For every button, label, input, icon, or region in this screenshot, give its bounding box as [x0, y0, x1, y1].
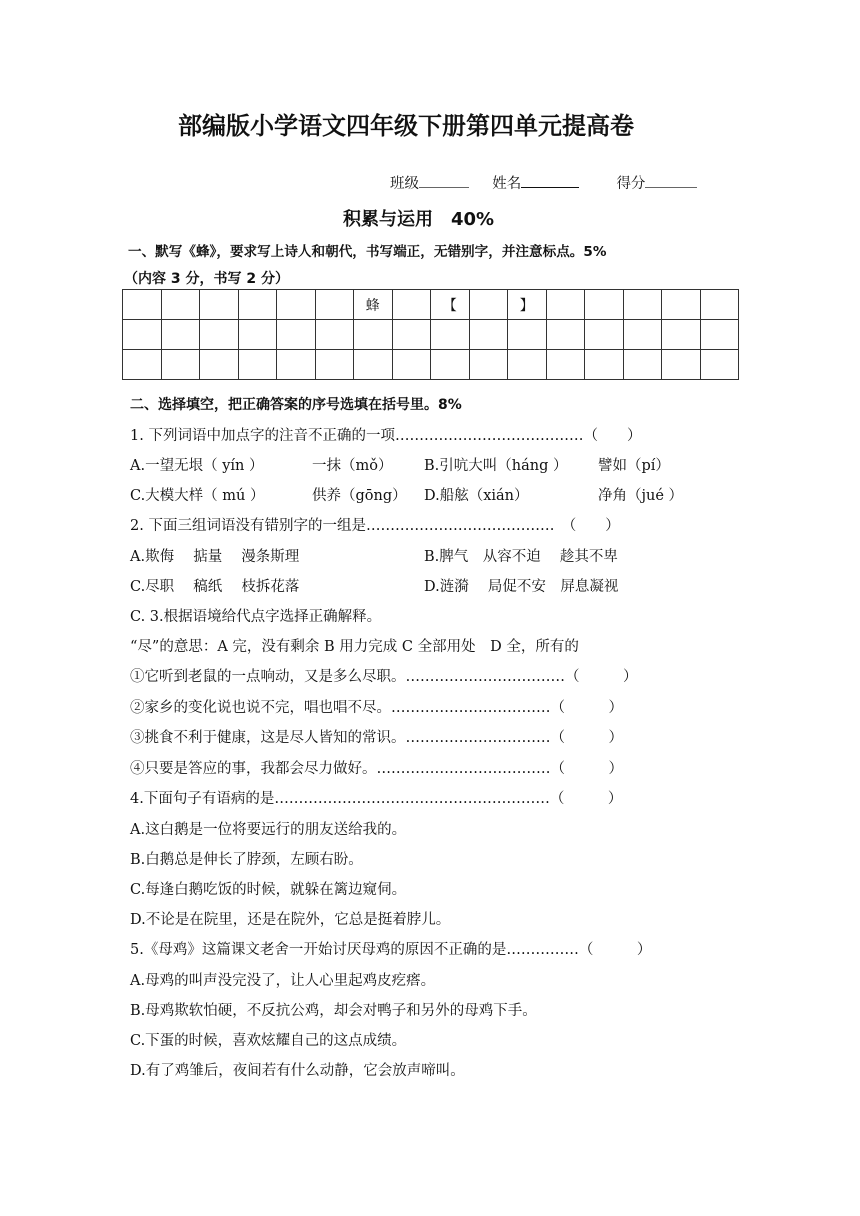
- grid-cell[interactable]: [277, 350, 316, 380]
- grid-row: [123, 350, 739, 380]
- grid-cell[interactable]: [238, 290, 277, 320]
- q2-2-stem: 2. 下面三组词语没有错别字的一组是………………………………… （ ）: [130, 518, 620, 534]
- class-label: 班级: [390, 176, 419, 192]
- grid-cell[interactable]: [161, 350, 200, 380]
- name-label: 姓名: [492, 176, 522, 192]
- q2-heading: 二、选择填空，把正确答案的序号选填在括号里。8%: [130, 397, 462, 413]
- grid-cell[interactable]: [161, 290, 200, 320]
- grid-cell[interactable]: [392, 320, 431, 350]
- q2-1-option-d1: D.船舷（xián）: [424, 488, 529, 504]
- q2-4-stem: 4.下面句子有语病的是…………………………………………………（ ）: [130, 791, 623, 807]
- q2-3-sentence-2: ②家乡的变化说也说不完，唱也唱不尽。……………………………（ ）: [130, 700, 623, 716]
- class-field[interactable]: [419, 173, 469, 188]
- grid-row: [123, 320, 739, 350]
- q2-5-stem: 5.《母鸡》这篇课文老舍一开始讨厌母鸡的原因不正确的是……………（ ）: [130, 942, 652, 958]
- q2-5-option-c: C.下蛋的时候，喜欢炫耀自己的这点成绩。: [130, 1033, 407, 1049]
- q2-4-option-c: C.每逢白鹅吃饭的时候，就躲在篱边窥伺。: [130, 882, 407, 898]
- student-info: [390, 172, 697, 193]
- grid-cell[interactable]: [623, 350, 662, 380]
- grid-cell[interactable]: [315, 290, 354, 320]
- q2-3-sentence-4: ④只要是答应的事，我都会尽力做好。………………………………（ ）: [130, 761, 623, 777]
- q2-1-option-c1: C.大模大样（ mú ）: [130, 488, 265, 504]
- grid-cell[interactable]: [508, 320, 547, 350]
- grid-cell[interactable]: [546, 290, 585, 320]
- q2-2-option-d: D.涟漪 局促不安 屏息凝视: [424, 579, 619, 595]
- grid-cell[interactable]: [546, 350, 585, 380]
- grid-cell[interactable]: [662, 350, 701, 380]
- grid-cell[interactable]: [392, 350, 431, 380]
- grid-cell[interactable]: [700, 320, 739, 350]
- grid-cell[interactable]: [354, 350, 393, 380]
- q2-5-option-d: D.有了鸡雏后，夜间若有什么动静，它会放声啼叫。: [130, 1063, 465, 1079]
- grid-cell[interactable]: [392, 290, 431, 320]
- score-field[interactable]: [645, 173, 697, 188]
- grid-cell[interactable]: [585, 290, 624, 320]
- grid-cell[interactable]: [585, 320, 624, 350]
- q2-5-option-b: B.母鸡欺软怕硬，不反抗公鸡，却会对鸭子和另外的母鸡下手。: [130, 1003, 537, 1019]
- grid-cell[interactable]: [623, 320, 662, 350]
- q2-1-stem: 1. 下列词语中加点字的注音不正确的一项…………………………………（ ）: [130, 428, 642, 444]
- grid-cell[interactable]: [123, 320, 162, 350]
- q2-2-option-c: C.尽职 稿纸 枝拆花落: [130, 579, 300, 595]
- grid-cell[interactable]: [200, 290, 239, 320]
- score-label: 得分: [616, 176, 646, 192]
- grid-cell[interactable]: [238, 320, 277, 350]
- grid-cell[interactable]: [469, 320, 508, 350]
- grid-cell-bracket-close: 】: [508, 290, 547, 320]
- grid-cell[interactable]: [469, 290, 508, 320]
- section-heading: 积累与运用 40%: [343, 209, 495, 230]
- grid-cell[interactable]: [200, 320, 239, 350]
- grid-row: [123, 290, 739, 320]
- q2-1-option-a2: 一抹（mǒ）: [312, 458, 393, 474]
- q2-4-option-a: A.这白鹅是一位将要远行的朋友送给我的。: [130, 822, 407, 838]
- q2-1-option-b1: B.引吭大叫（háng ）: [424, 458, 568, 474]
- grid-cell[interactable]: [123, 290, 162, 320]
- q2-5-option-a: A.母鸡的叫声没完没了，让人心里起鸡皮疙瘩。: [130, 973, 436, 989]
- q2-1-option-d2: 净角（jué ）: [598, 488, 684, 504]
- grid-cell[interactable]: [238, 350, 277, 380]
- q2-1-option-c2: 供养（gōng）: [312, 488, 407, 504]
- grid-cell[interactable]: [585, 350, 624, 380]
- name-field[interactable]: [521, 173, 579, 188]
- grid-cell[interactable]: [508, 350, 547, 380]
- q2-2-option-a: A.欺侮 掂量 漫条斯理: [130, 549, 300, 565]
- q2-2-option-b: B.脾气 从容不迫 趁其不卑: [424, 549, 618, 565]
- grid-cell-poem-title: 蜂: [354, 290, 393, 320]
- q1-heading: 一、默写《蜂》，要求写上诗人和朝代，书写端正，无错别字，并注意标点。5%: [128, 244, 607, 260]
- q2-1-option-b2: 譬如（pí）: [598, 458, 670, 474]
- grid-cell[interactable]: [546, 320, 585, 350]
- grid-cell[interactable]: [662, 290, 701, 320]
- q2-4-option-d: D.不论是在院里，还是在院外，它总是挺着脖儿。: [130, 912, 451, 928]
- grid-cell[interactable]: [469, 350, 508, 380]
- q2-3-sentence-3: ③挑食不利于健康，这是尽人皆知的常识。…………………………（ ）: [130, 730, 623, 746]
- grid-cell[interactable]: [277, 320, 316, 350]
- q2-3-sentence-1: ①它听到老鼠的一点响动，又是多么尽职。……………………………（ ）: [130, 669, 638, 685]
- grid-cell[interactable]: [277, 290, 316, 320]
- q2-3-stem: C. 3.根据语境给代点字选择正确解释。: [130, 609, 382, 625]
- q2-1-option-a1: A.一望无垠（ yín ）: [130, 458, 264, 474]
- q2-3-meaning: “尽”的意思：A 完，没有剩余 B 用力完成 C 全部用处 D 全，所有的: [130, 639, 579, 655]
- grid-cell[interactable]: [700, 290, 739, 320]
- grid-cell[interactable]: [662, 320, 701, 350]
- grid-cell[interactable]: [123, 350, 162, 380]
- grid-cell[interactable]: [623, 290, 662, 320]
- grid-cell[interactable]: [700, 350, 739, 380]
- grid-cell[interactable]: [161, 320, 200, 350]
- grid-cell[interactable]: [315, 320, 354, 350]
- page-title: 部编版小学语文四年级下册第四单元提高卷: [178, 112, 634, 140]
- grid-cell[interactable]: [200, 350, 239, 380]
- writing-grid: [122, 289, 739, 380]
- grid-cell-bracket-open: 【: [431, 290, 470, 320]
- q2-4-option-b: B.白鹅总是伸长了脖颈，左顾右盼。: [130, 852, 363, 868]
- grid-cell[interactable]: [431, 320, 470, 350]
- grid-cell[interactable]: [354, 320, 393, 350]
- grid-cell[interactable]: [315, 350, 354, 380]
- grid-cell[interactable]: [431, 350, 470, 380]
- q1-subheading: （内容 3 分，书写 2 分）: [124, 271, 289, 287]
